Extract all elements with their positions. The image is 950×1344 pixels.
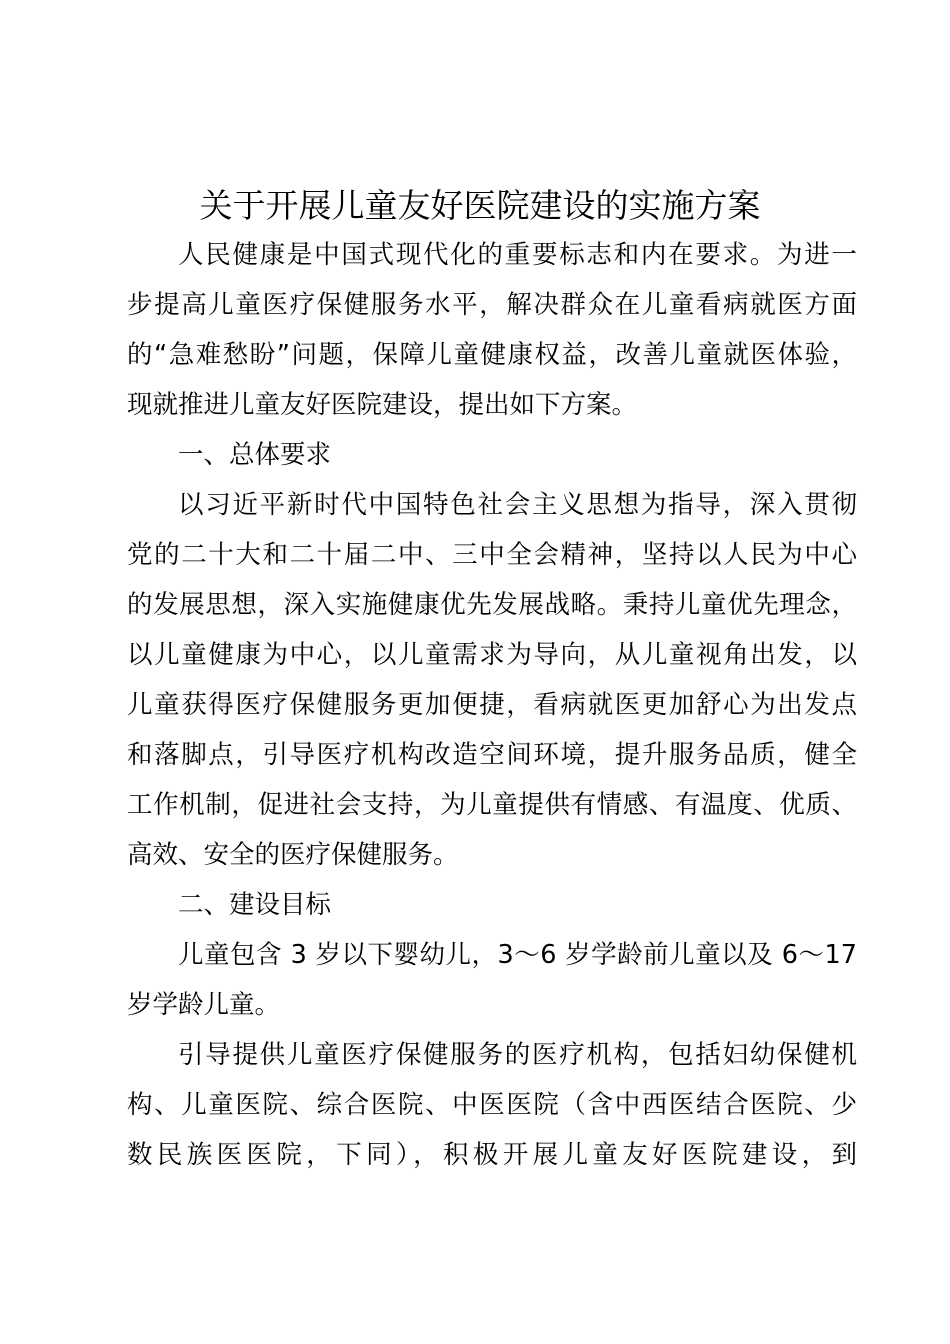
paragraph-line: 的发展思想，深入实施健康优先发展战略。秉持儿童优先理念， xyxy=(127,590,857,620)
paragraph-line: 高效、安全的医疗保健服务。 xyxy=(127,840,459,870)
document-title: 关于开展儿童友好医院建设的实施方案 xyxy=(199,186,761,225)
paragraph-line: 人民健康是中国式现代化的重要标志和内在要求。为进一 xyxy=(178,240,857,270)
paragraph-line: 现就推进儿童友好医院建设，提出如下方案。 xyxy=(127,390,638,420)
paragraph-line: 以儿童健康为中心，以儿童需求为导向，从儿童视角出发，以 xyxy=(127,640,857,670)
paragraph-line: 党的二十大和二十届二中、三中全会精神，坚持以人民为中心 xyxy=(127,540,857,570)
paragraph-line: 步提高儿童医疗保健服务水平，解决群众在儿童看病就医方面 xyxy=(127,290,857,320)
section-heading: 二、建设目标 xyxy=(178,890,332,920)
paragraph-line: 引导提供儿童医疗保健服务的医疗机构，包括妇幼保健机 xyxy=(178,1040,857,1070)
paragraph-line: 儿童获得医疗保健服务更加便捷，看病就医更加舒心为出发点 xyxy=(127,690,857,720)
paragraph-line: 工作机制，促进社会支持，为儿童提供有情感、有温度、优质、 xyxy=(127,790,857,820)
section-heading: 一、总体要求 xyxy=(178,440,332,470)
paragraph-line: 数民族医医院，下同），积极开展儿童友好医院建设，到 xyxy=(127,1140,857,1170)
paragraph-line: 以习近平新时代中国特色社会主义思想为指导，深入贯彻 xyxy=(178,490,857,520)
paragraph-line: 儿童包含 3 岁以下婴幼儿，3～6 岁学龄前儿童以及 6～17 xyxy=(178,940,857,970)
paragraph-line: 构、儿童医院、综合医院、中医医院（含中西医结合医院、少 xyxy=(127,1090,857,1120)
paragraph-line: 和落脚点，引导医疗机构改造空间环境，提升服务品质，健全 xyxy=(127,740,857,770)
paragraph-line: 的“急难愁盼”问题，保障儿童健康权益，改善儿童就医体验， xyxy=(127,340,857,370)
document-body xyxy=(127,230,857,1180)
paragraph-line: 岁学龄儿童。 xyxy=(127,990,281,1020)
